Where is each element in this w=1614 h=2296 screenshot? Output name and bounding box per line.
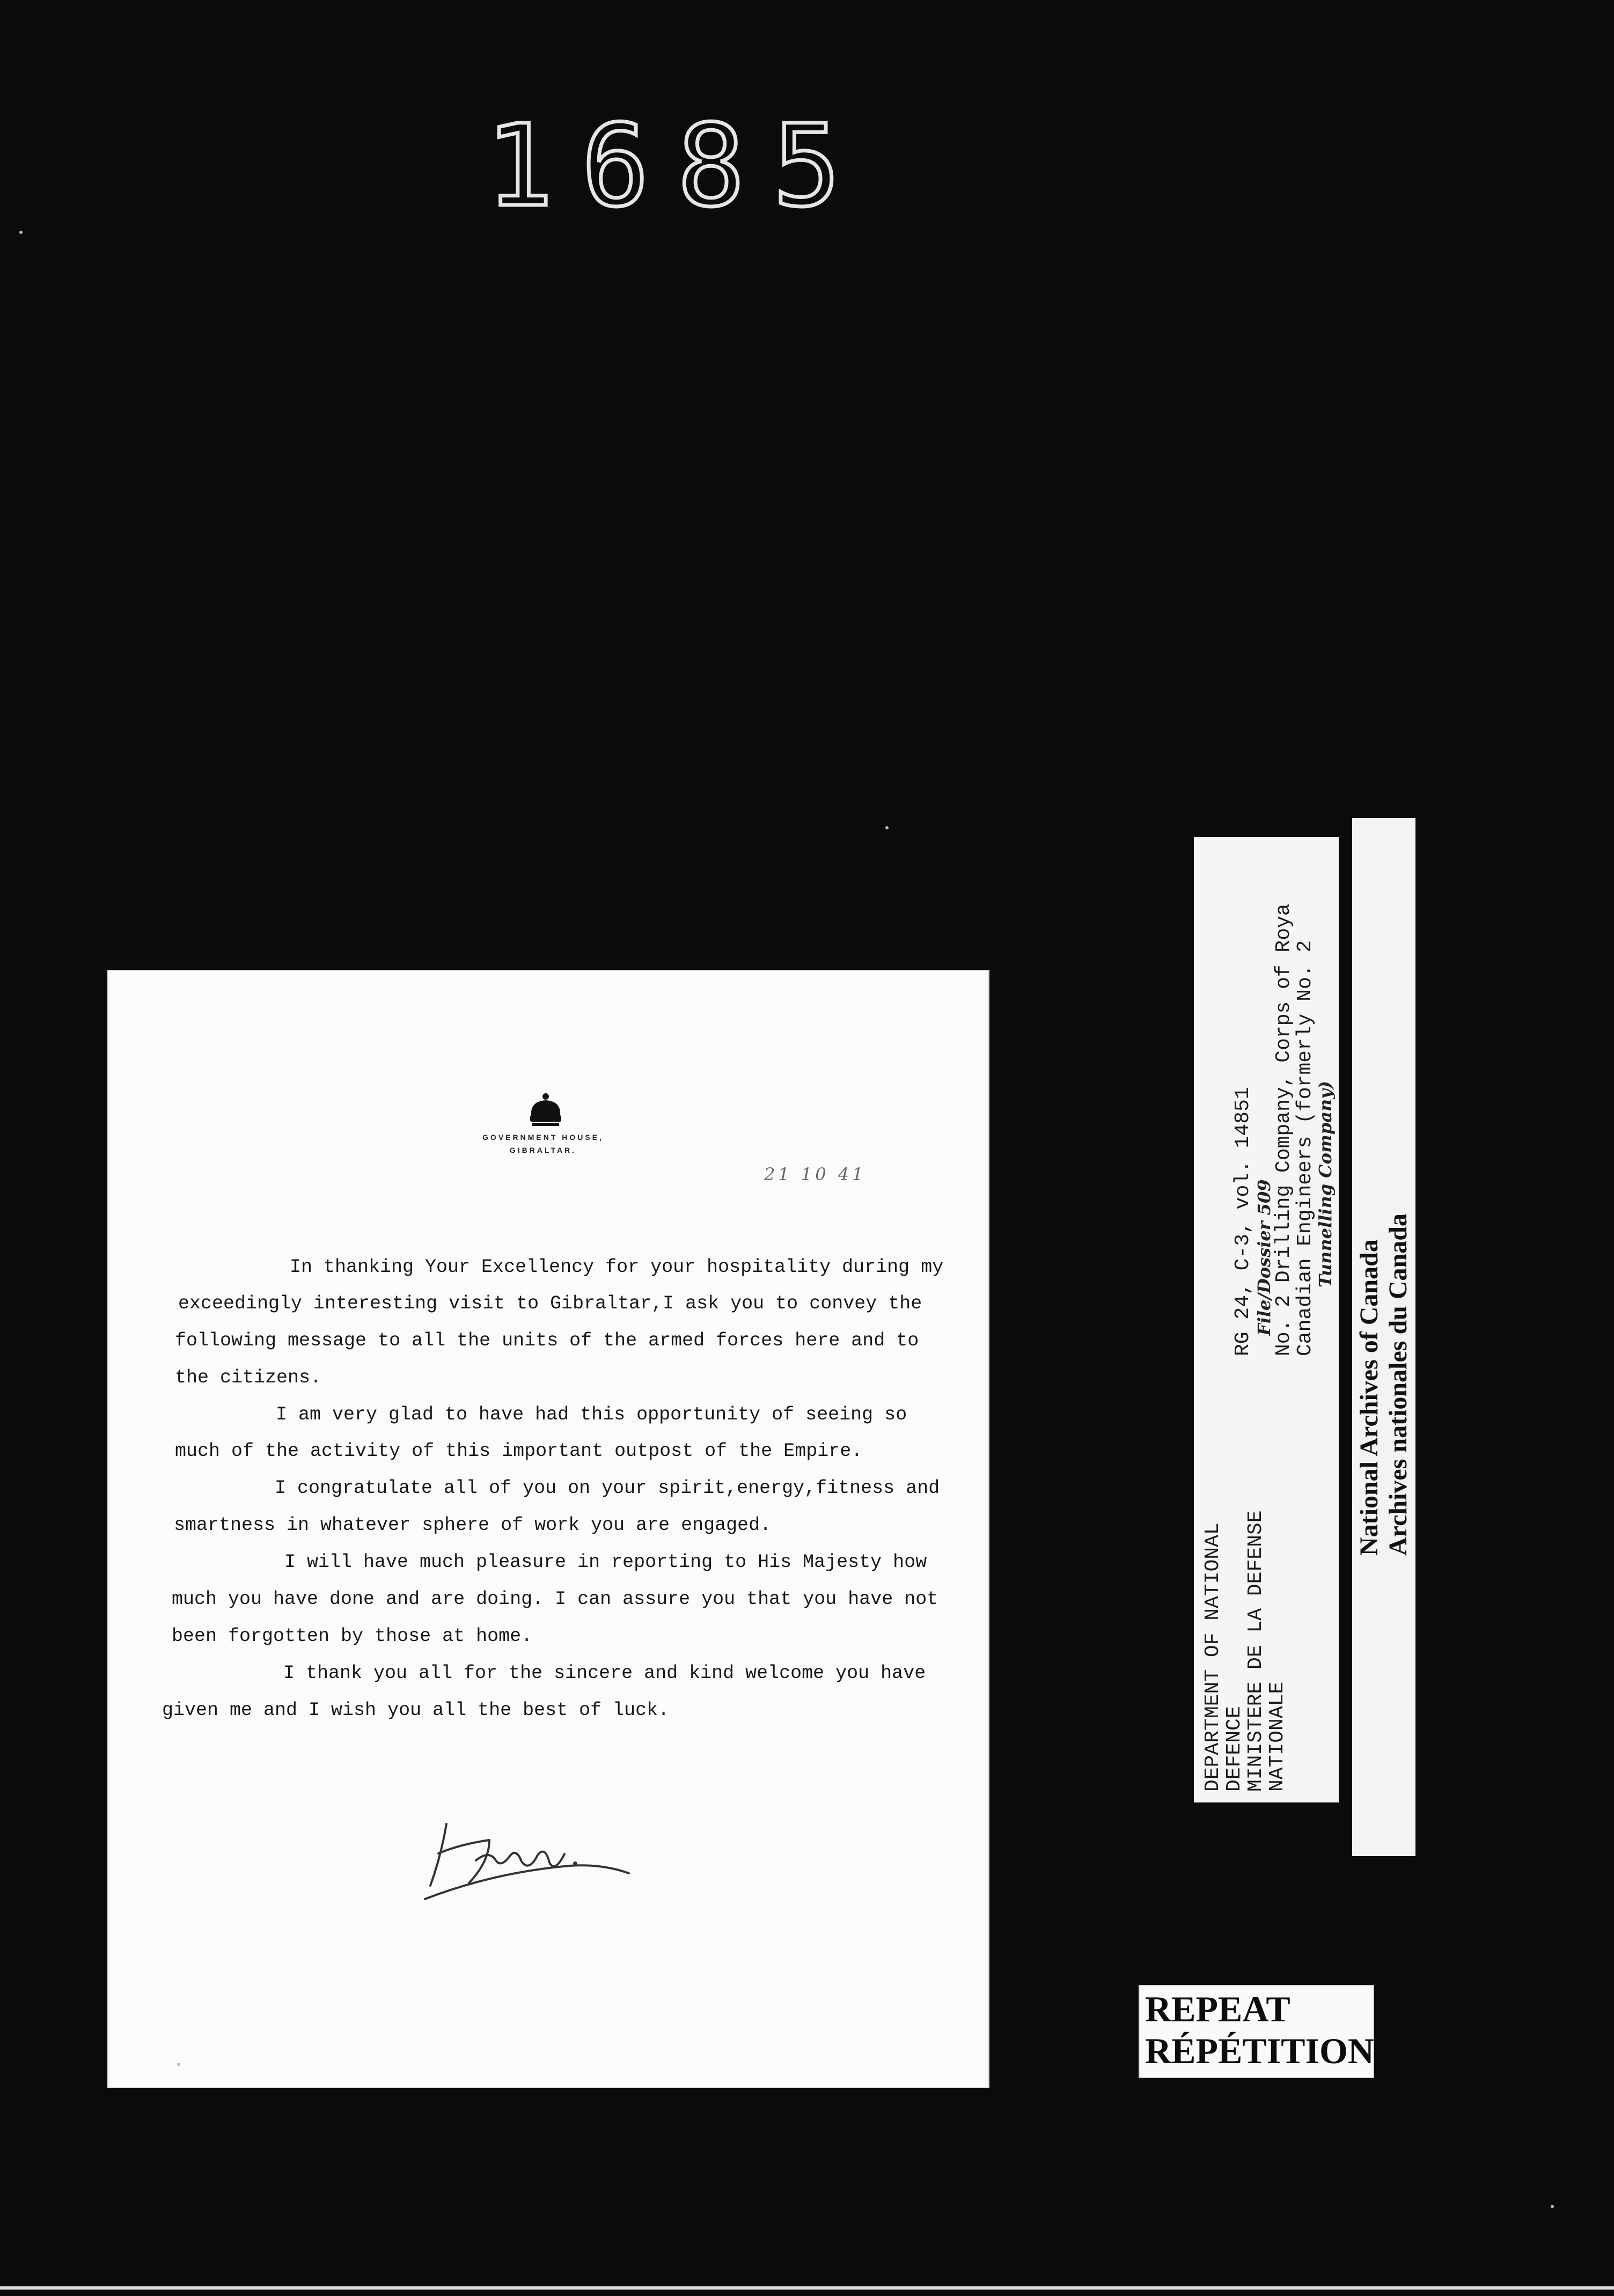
frame-number: 1685 <box>486 100 869 232</box>
slip-line: DEFENCE <box>1223 1706 1246 1792</box>
letter-line: following message to all the units of the armed forces here and to <box>175 1330 919 1351</box>
letter-line: much of the activity of this important outpost of the Empire. <box>175 1440 863 1462</box>
slip-line: DEPARTMENT OF NATIONAL <box>1201 1522 1224 1792</box>
slip-line: NATIONALE <box>1266 1681 1289 1792</box>
letter-line: much you have done and are doing. I can assure you that you have not <box>172 1588 938 1610</box>
description-line: Canadian Engineers (formerly No. 2 <box>1294 940 1317 1356</box>
letterhead-line-2: GIBRALTAR. <box>509 1146 577 1154</box>
letter-line: given me and I wish you all the best of luck. <box>162 1699 670 1721</box>
letterhead-line-1: GOVERNMENT HOUSE, <box>482 1133 604 1142</box>
slip-text-block <box>1194 837 1339 1802</box>
strip-text-block <box>1352 818 1415 1856</box>
letter-line: I thank you all for the sincere and kind welcome you have <box>283 1662 926 1684</box>
letter-line: In thanking Your Excellency for your hospitality during my <box>290 1256 944 1278</box>
letter-page <box>108 971 988 2087</box>
signature <box>409 1792 645 1910</box>
letter-line: I congratulate all of you on your spirit,energy,fitness and <box>275 1477 940 1499</box>
archives-label-en: National Archives of Canada <box>1355 1239 1383 1556</box>
film-speck <box>885 826 889 829</box>
description-handwritten: Tunnelling Company) <box>1315 1080 1336 1287</box>
archive-reference-slip <box>1194 837 1339 1802</box>
film-speck <box>177 2063 180 2066</box>
reference-number: RG 24, C-3, vol. 14851 <box>1231 1087 1254 1356</box>
repeat-label-en: REPEAT <box>1145 1989 1290 2029</box>
national-archives-strip <box>1352 818 1415 1856</box>
letterhead <box>430 1131 656 1157</box>
repeat-stamp <box>1139 1985 1374 2078</box>
film-edge-rule <box>0 2286 1614 2290</box>
repeat-label-fr: RÉPÉTITION <box>1145 2030 1374 2071</box>
archives-label-fr: Archives nationales du Canada <box>1384 1213 1412 1556</box>
film-speck <box>1551 2205 1554 2208</box>
letter-line: I am very glad to have had this opportunity of seeing so <box>276 1404 907 1425</box>
file-number-handwritten: File/Dossier 509 <box>1254 1179 1274 1336</box>
crown-icon <box>527 1092 564 1129</box>
letter-line: been forgotten by those at home. <box>172 1625 533 1647</box>
handwritten-date: 21 10 41 <box>764 1164 867 1184</box>
description-line: No. 2 Drilling Company, Corps of Roya <box>1272 903 1295 1356</box>
letter-line: exceedingly interesting visit to Gibraltar,I ask you to convey the <box>178 1293 922 1314</box>
film-speck <box>19 231 23 234</box>
slip-line: MINISTERE DE LA DEFENSE <box>1244 1510 1267 1792</box>
letter-line: the citizens. <box>175 1367 322 1388</box>
letter-line: smartness in whatever sphere of work you are engaged. <box>174 1514 772 1536</box>
letter-line: I will have much pleasure in reporting to His Majesty how <box>284 1551 927 1573</box>
